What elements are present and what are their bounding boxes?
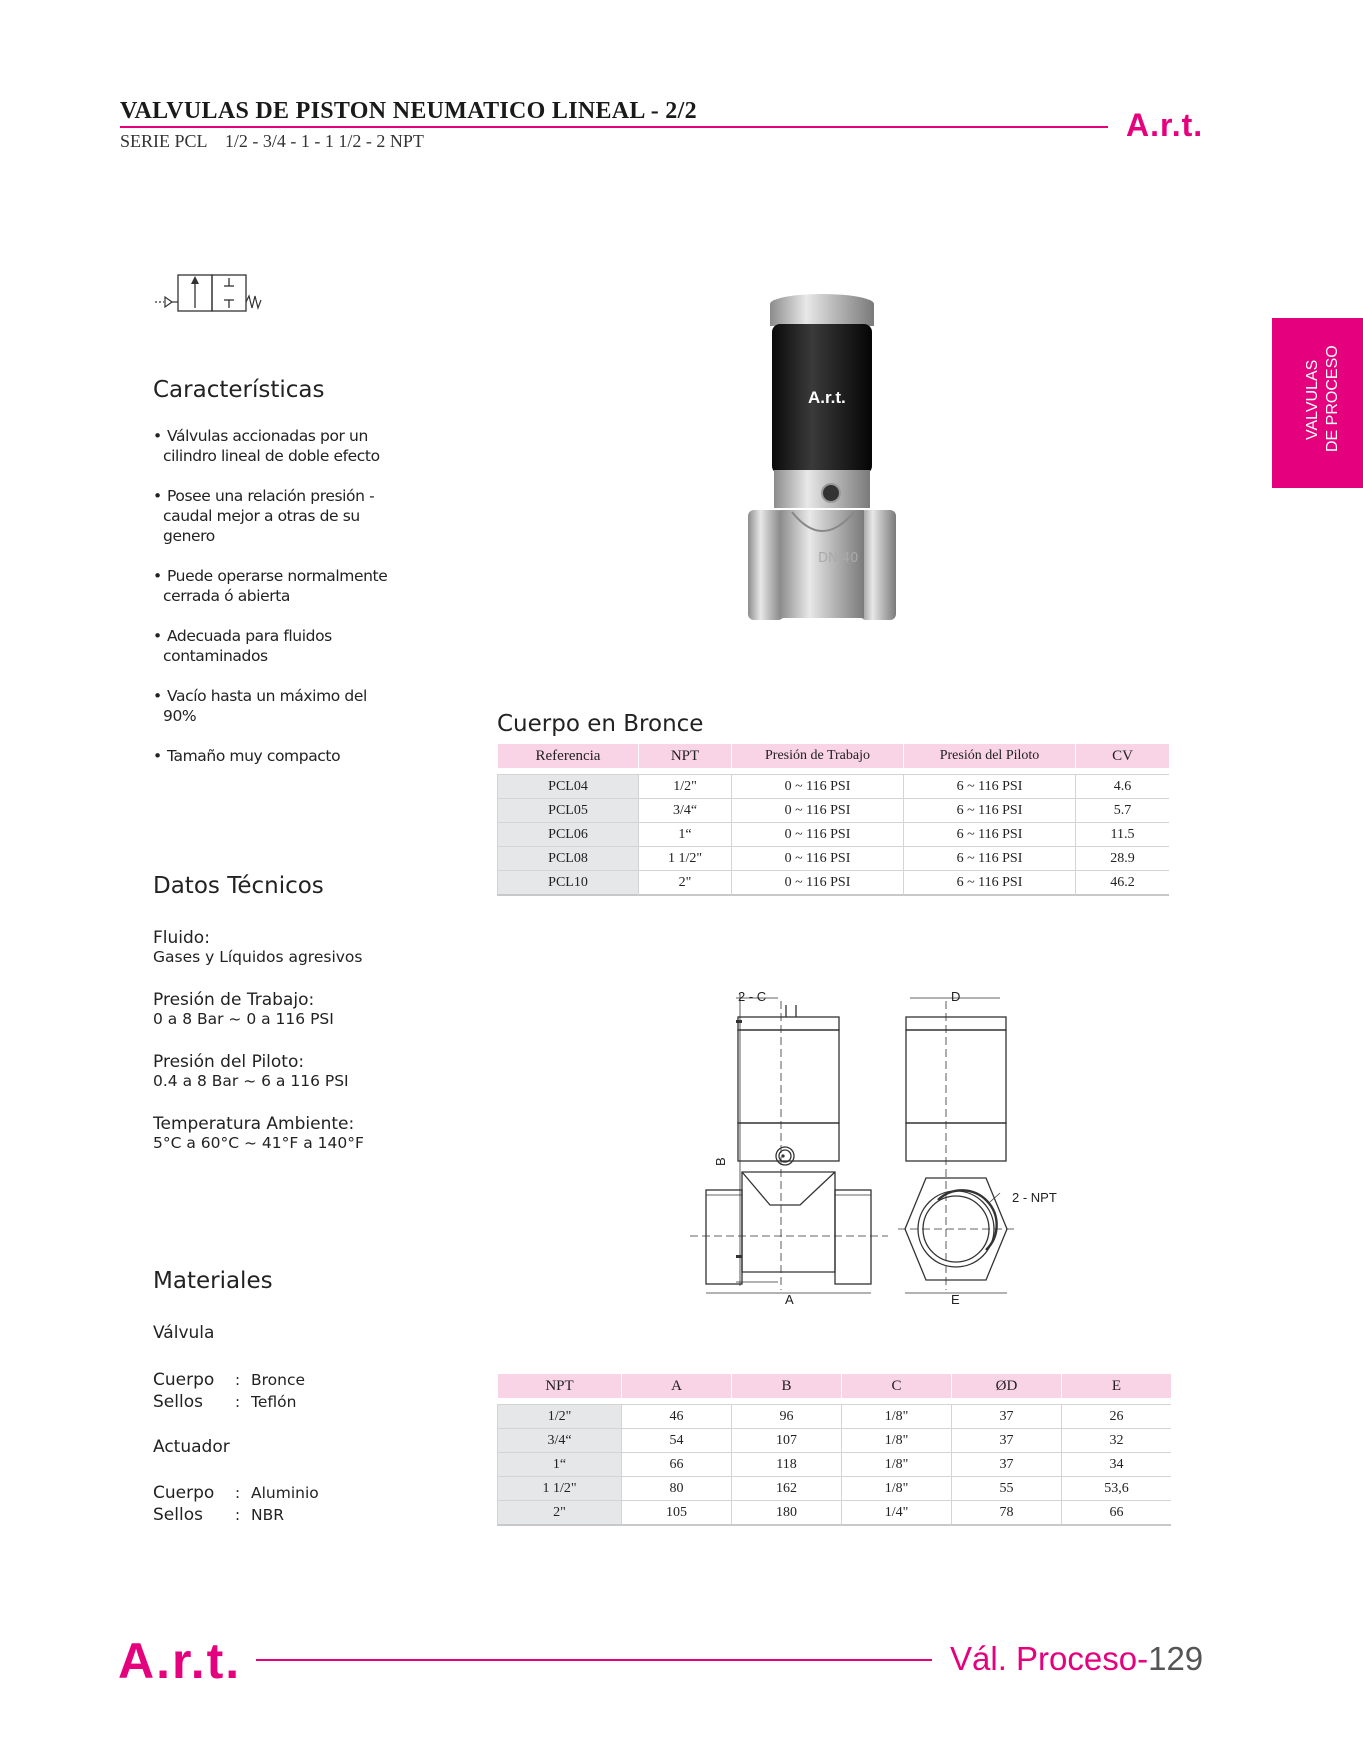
table-cell: 37 xyxy=(951,1404,1061,1428)
table-cell: 1/2" xyxy=(638,774,731,798)
table-cell: 1 1/2" xyxy=(497,1476,621,1500)
valve-product-image xyxy=(730,290,920,640)
casting-label: DN 40 xyxy=(818,551,859,566)
materials-actuator-title: Actuador xyxy=(153,1437,230,1457)
column-header: Presión del Piloto xyxy=(903,744,1075,768)
table-cell: 37 xyxy=(951,1452,1061,1476)
column-header: NPT xyxy=(638,744,731,768)
page-number: Vál. Proceso-129 xyxy=(950,1640,1204,1677)
page-subtitle: SERIE PCL 1/2 - 3/4 - 1 - 1 1/2 - 2 NPT xyxy=(120,131,424,151)
table-cell: 118 xyxy=(731,1452,841,1476)
table-cell: PCL08 xyxy=(497,846,638,870)
table-cell: 28.9 xyxy=(1075,846,1169,870)
table-cell: 55 xyxy=(951,1476,1061,1500)
table-cell: 180 xyxy=(731,1500,841,1526)
dim-label-e: E xyxy=(951,1292,960,1307)
table-cell: 162 xyxy=(731,1476,841,1500)
dimension-drawing xyxy=(670,980,1070,1310)
column-header: NPT xyxy=(497,1374,621,1398)
column-header: E xyxy=(1061,1374,1171,1398)
feature-item: • Vacío hasta un máximo del 90% xyxy=(153,687,367,725)
table-row xyxy=(497,822,1169,846)
table-cell: 1 1/2" xyxy=(638,846,731,870)
dim-label-npt: 2 - NPT xyxy=(1012,1190,1057,1205)
table-cell: 1/2" xyxy=(497,1404,621,1428)
tech-data-item: Temperatura Ambiente: 5°C a 60°C ~ 41°F a 140°F xyxy=(153,1114,364,1152)
tech-data-item: Presión de Trabajo: 0 a 8 Bar ~ 0 a 116 PSI xyxy=(153,990,334,1028)
table-cell: 4.6 xyxy=(1075,774,1169,798)
table-cell: 46.2 xyxy=(1075,870,1169,896)
table-cell: 26 xyxy=(1061,1404,1171,1428)
valve-symbol-icon xyxy=(150,270,270,320)
table-cell: 37 xyxy=(951,1428,1061,1452)
table-cell: 3/4“ xyxy=(497,1428,621,1452)
section-tab xyxy=(1272,318,1363,488)
table-cell: 0 ~ 116 PSI xyxy=(731,870,903,896)
table-row xyxy=(497,1500,1171,1526)
body-table-heading: Cuerpo en Bronce xyxy=(497,711,704,737)
table-row xyxy=(497,870,1169,896)
table-cell: 3/4“ xyxy=(638,798,731,822)
materials-heading: Materiales xyxy=(153,1268,273,1294)
table-cell: 6 ~ 116 PSI xyxy=(903,798,1075,822)
column-header: ØD xyxy=(951,1374,1061,1398)
table-cell: PCL10 xyxy=(497,870,638,896)
table-cell: 2" xyxy=(638,870,731,896)
table-row xyxy=(497,1476,1171,1500)
table-cell: 54 xyxy=(621,1428,731,1452)
column-header: B xyxy=(731,1374,841,1398)
product-label: A.r.t. xyxy=(808,388,846,407)
table-row xyxy=(497,1452,1171,1476)
section-tab-line2: DE PROCESO xyxy=(1324,345,1341,452)
table-cell: 105 xyxy=(621,1500,731,1526)
table-cell: 32 xyxy=(1061,1428,1171,1452)
header-divider xyxy=(120,126,1108,128)
table-cell: 107 xyxy=(731,1428,841,1452)
table-cell: 1/8" xyxy=(841,1428,951,1452)
features-heading: Características xyxy=(153,377,325,403)
table-row xyxy=(497,774,1169,798)
table-cell: 6 ~ 116 PSI xyxy=(903,774,1075,798)
column-header: A xyxy=(621,1374,731,1398)
table-cell: PCL05 xyxy=(497,798,638,822)
feature-item: • Adecuada para fluidos contaminados xyxy=(153,627,332,665)
table-cell: 5.7 xyxy=(1075,798,1169,822)
table-cell: 0 ~ 116 PSI xyxy=(731,774,903,798)
table-cell: 6 ~ 116 PSI xyxy=(903,822,1075,846)
table-cell: 1/8" xyxy=(841,1476,951,1500)
table-row xyxy=(497,798,1169,822)
dim-label-b: B xyxy=(713,1157,728,1166)
table-cell: 66 xyxy=(1061,1500,1171,1526)
table-cell: 0 ~ 116 PSI xyxy=(731,822,903,846)
footer-divider xyxy=(256,1659,932,1661)
column-header: CV xyxy=(1075,744,1169,768)
table-cell: 6 ~ 116 PSI xyxy=(903,846,1075,870)
feature-item: • Tamaño muy compacto xyxy=(153,747,341,765)
dim-label-c: 2 - C xyxy=(738,989,767,1004)
table-cell: PCL06 xyxy=(497,822,638,846)
table-cell: 6 ~ 116 PSI xyxy=(903,870,1075,896)
table-cell: 2" xyxy=(497,1500,621,1526)
table-cell: 80 xyxy=(621,1476,731,1500)
body-spec-table xyxy=(497,744,1169,896)
dimensions-table xyxy=(497,1374,1171,1526)
table-cell: 1“ xyxy=(497,1452,621,1476)
column-header: Presión de Trabajo xyxy=(731,744,903,768)
tech-data-item: Presión del Piloto: 0.4 a 8 Bar ~ 6 a 116 PSI xyxy=(153,1052,349,1090)
tech-data-heading: Datos Técnicos xyxy=(153,873,324,899)
table-cell: 1/8" xyxy=(841,1404,951,1428)
table-cell: 0 ~ 116 PSI xyxy=(731,798,903,822)
table-cell: 34 xyxy=(1061,1452,1171,1476)
feature-item: • Puede operarse normalmente cerrada ó abierta xyxy=(153,567,388,605)
dim-label-d: D xyxy=(951,989,961,1004)
footer-logo: A.r.t. xyxy=(118,1633,242,1689)
materials-actuator-list: Cuerpo : Aluminio Sellos : NBR xyxy=(153,1483,319,1525)
table-cell: 78 xyxy=(951,1500,1061,1526)
brand-logo: A.r.t. xyxy=(1126,107,1204,143)
table-cell: PCL04 xyxy=(497,774,638,798)
table-cell: 53,6 xyxy=(1061,1476,1171,1500)
dim-label-a: A xyxy=(785,1292,794,1307)
table-cell: 46 xyxy=(621,1404,731,1428)
feature-item: • Posee una relación presión - caudal mejor a otras de su genero xyxy=(153,487,375,545)
column-header: Referencia xyxy=(497,744,638,768)
table-cell: 1/4" xyxy=(841,1500,951,1526)
table-row xyxy=(497,1428,1171,1452)
materials-valve-list: Cuerpo : Bronce Sellos : Teflón xyxy=(153,1370,306,1412)
table-cell: 66 xyxy=(621,1452,731,1476)
table-cell: 96 xyxy=(731,1404,841,1428)
table-cell: 11.5 xyxy=(1075,822,1169,846)
table-cell: 1“ xyxy=(638,822,731,846)
page-title: VALVULAS DE PISTON NEUMATICO LINEAL - 2/2 xyxy=(120,98,697,124)
feature-item: • Válvulas accionadas por un cilindro lineal de doble efecto xyxy=(153,427,380,465)
table-row xyxy=(497,1404,1171,1428)
column-header: C xyxy=(841,1374,951,1398)
materials-valve-title: Válvula xyxy=(153,1323,215,1343)
tech-data-item: Fluido: Gases y Líquidos agresivos xyxy=(153,928,363,966)
table-row xyxy=(497,846,1169,870)
section-tab-line1: VALVULAS xyxy=(1304,359,1321,440)
table-cell: 1/8" xyxy=(841,1452,951,1476)
table-cell: 0 ~ 116 PSI xyxy=(731,846,903,870)
